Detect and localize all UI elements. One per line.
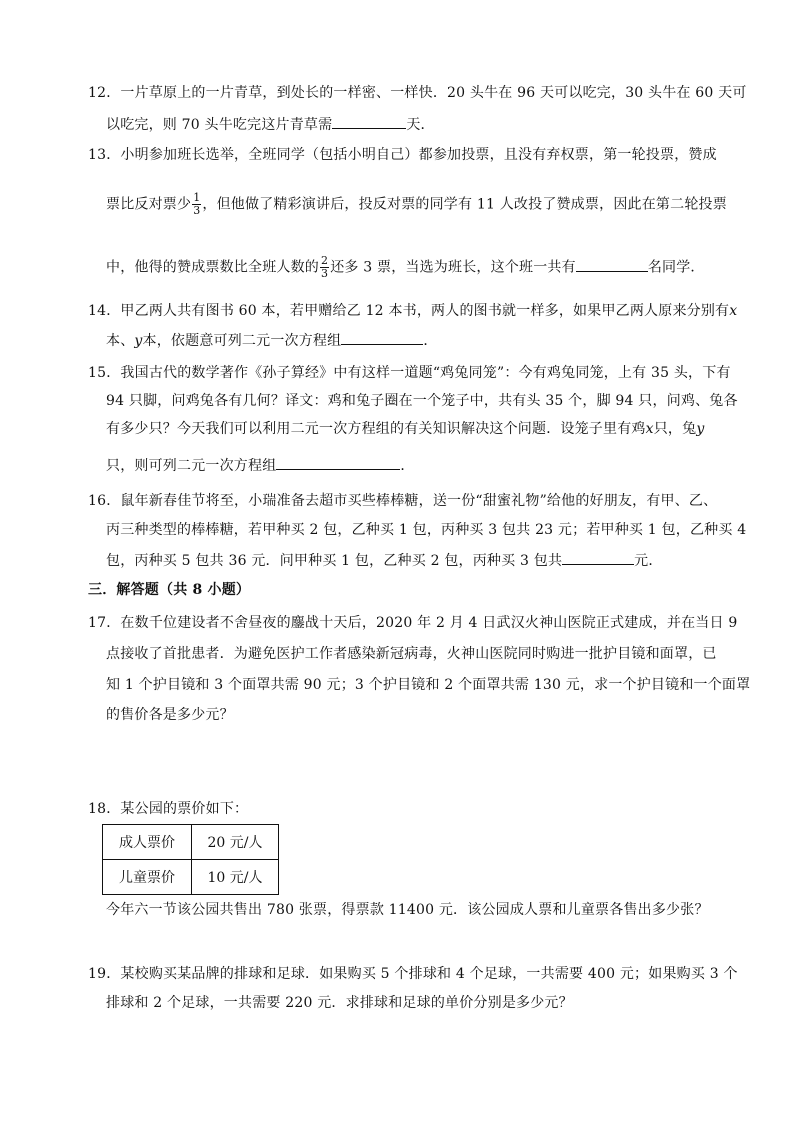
q18-line-1: 18．某公园的票价如下： (88, 801, 249, 817)
q14-text-c: 本，依题意可列二元一次方程组 (142, 333, 342, 349)
table-cell: 20 元/人 (192, 825, 279, 860)
q13-line-3 (106, 255, 705, 280)
q15-text-b: 只，兔 (653, 421, 697, 437)
q17-line-3: 知 1 个护目镜和 3 个面罩共需 90 元；3 个护目镜和 2 个面罩共需 130 元，求一个护目镜和一个面罩 (106, 677, 751, 693)
table-row (103, 825, 279, 860)
q12-answer-blank[interactable] (332, 114, 406, 129)
fraction-denominator: 3 (193, 204, 201, 217)
q13-text-d: 还多 3 票，当选为班长，这个班一共有 (330, 259, 576, 276)
q14-line-1 (88, 302, 737, 320)
q14-text-b: 本、 (106, 333, 135, 349)
q17-line-2: 点接收了首批患者．为避免医护工作者感染新冠病毒，火神山医院同时购进一批护目镜和面罩，已 (106, 646, 717, 662)
q19-line-2: 排球和 2 个足球，一共需要 220 元．求排球和足球的单价分别是多少元？ (106, 995, 573, 1011)
q14-text-a: 14．甲乙两人共有图书 60 本，若甲赠给乙 12 本书，两人的图书就一样多，如果甲乙两人原来分别有 (88, 303, 730, 319)
q13-answer-blank[interactable] (576, 257, 648, 272)
table-row (103, 860, 279, 895)
q15-text-end: ． (400, 458, 415, 474)
q15-answer-blank[interactable] (276, 455, 400, 470)
variable-y: y (696, 421, 705, 437)
q16-text: 包，丙种买 5 包共 36 元．问甲种买 1 包，乙种买 2 包，丙种买 3 包共 (106, 553, 563, 569)
q15-text-a: 有多少只？今天我们可以利用二元一次方程组的有关知识解决这个问题．设笼子里有鸡 (106, 421, 646, 437)
q14-text-end: ． (423, 333, 438, 349)
q15-line-1: 15．我国古代的数学著作《孙子算经》中有这样一道题“鸡兔同笼”：今有鸡兔同笼，上有 35 头，下有 (88, 365, 731, 381)
price-table (102, 824, 279, 895)
table-cell: 儿童票价 (103, 860, 192, 895)
q16-line-1: 16．鼠年新春佳节将至，小瑞准备去超市买些棒棒糖，送一份“甜蜜礼物”给他的好朋友，有甲、乙、 (88, 493, 718, 509)
q12-text-end: 天． (406, 117, 435, 133)
q14-line-2 (106, 330, 438, 350)
q15-line-3 (106, 420, 704, 438)
fraction-denominator: 3 (321, 267, 329, 280)
section-heading: 三．解答题（共 8 小题） (88, 582, 251, 598)
variable-x: x (645, 421, 654, 437)
q13-text-end: 名同学． (647, 259, 705, 276)
q16-answer-blank[interactable] (562, 550, 634, 565)
q16-text-end: 元． (634, 553, 663, 569)
q15-line-2: 94 只脚，问鸡兔各有几何？译文：鸡和兔子圈在一个笼子中，共有头 35 个，脚 94 只，问鸡、兔各 (106, 393, 738, 409)
fraction-numerator: 1 (193, 191, 201, 204)
q16-line-3 (106, 550, 663, 570)
table-cell: 成人票价 (103, 825, 192, 860)
q13-text-a: 票比反对票少 (106, 196, 192, 213)
q17-line-4: 的售价各是多少元？ (106, 707, 234, 723)
q13-line-1: 13．小明参加班长选举，全班同学（包括小明自己）都参加投票，且没有弃权票，第一轮投票，赞成 (88, 147, 717, 163)
q12-line-2 (106, 114, 435, 134)
q14-answer-blank[interactable] (341, 330, 423, 345)
q15-line-4 (106, 455, 415, 475)
table-cell: 10 元/人 (192, 860, 279, 895)
variable-y: y (134, 333, 143, 349)
q19-line-1: 19．某校购买某品牌的排球和足球．如果购买 5 个排球和 4 个足球，一共需要 400 元；如果购买 3 个 (88, 966, 738, 982)
fraction-two-thirds (320, 255, 329, 280)
q15-text-c: 只，则可列二元一次方程组 (106, 458, 277, 474)
q17-line-1: 17．在数千位建设者不舍昼夜的鏖战十天后，2020 年 2 月 4 日武汉火神山医院正式建成，并在当日 9 (88, 615, 738, 631)
q13-text-b: ，但他做了精彩演讲后，投反对票的同学有 11 人改投了赞成票，因此在第二轮投票 (202, 196, 727, 213)
fraction-numerator: 2 (321, 254, 329, 267)
q18-line-2: 今年六一节该公园共售出 780 张票，得票款 11400 元．该公园成人票和儿童票各售出多少张？ (106, 902, 709, 918)
q12-line-1: 12．一片草原上的一片青草，到处长的一样密、一样快．20 头牛在 96 天可以吃完，30 头牛在 60 天可 (88, 85, 747, 101)
variable-x: x (729, 303, 738, 319)
fraction-one-third (192, 192, 201, 217)
q13-text-c: 中，他得的赞成票数比全班人数的 (106, 259, 319, 276)
q13-line-2 (106, 192, 727, 217)
q16-line-2: 丙三种类型的棒棒糖，若甲种买 2 包，乙种买 1 包，丙种买 3 包共 23 元；若甲种买 1 包，乙种买 4 (106, 522, 747, 538)
q12-text: 以吃完，则 70 头牛吃完这片青草需 (106, 117, 333, 133)
